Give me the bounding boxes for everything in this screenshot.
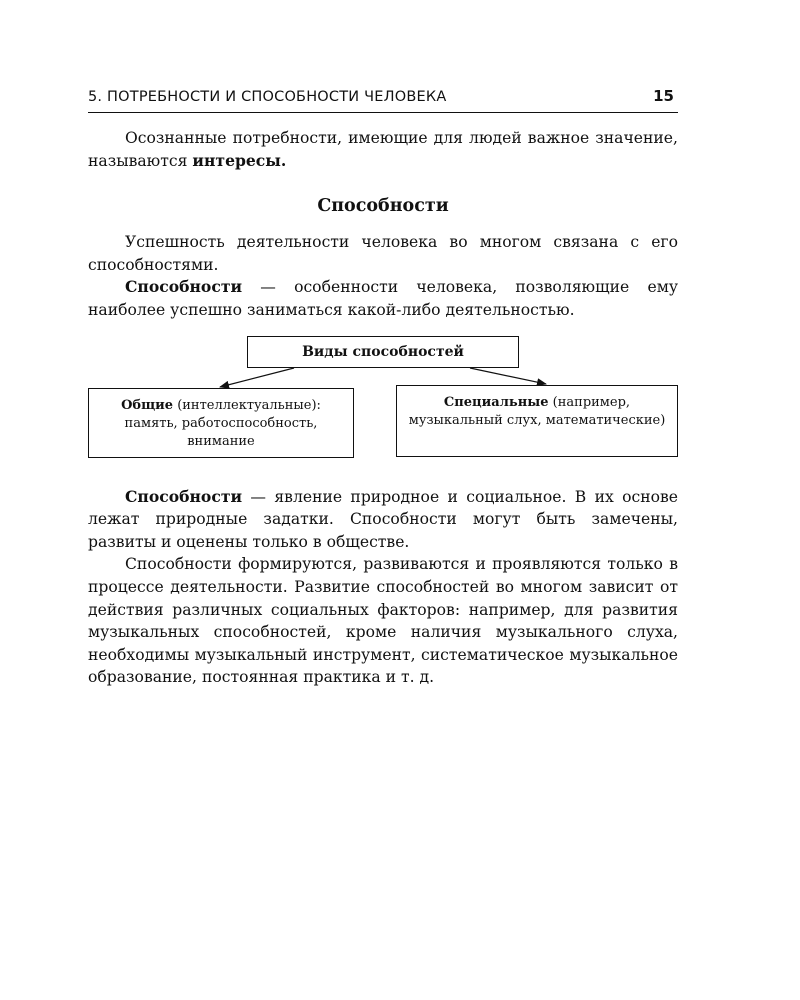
abilities-diagram xyxy=(88,336,678,486)
arrow-left xyxy=(220,368,294,387)
paragraph-text: — особенности человека, позволяющие ему наиболее успешно заниматься какой-либо деятельностью. xyxy=(88,278,678,319)
general-text: (интеллектуальные): память, работоспособность, внимание xyxy=(124,397,321,449)
section-heading: Способности xyxy=(317,196,449,217)
term-abilities: Способности xyxy=(125,277,243,297)
paragraph-development: Способности формируются, развиваются и проявляются только в процессе деятельности. Развитие способностей во многом зависит от действия различных социальных факторов: например, для развития музыкальных способностей, кроме наличия музыкального слуха, необходимы музыкальный инструмент, систематическое музыкальное образование, постоянная практика и т. д. xyxy=(88,555,678,687)
diagram-special-box xyxy=(396,385,678,457)
arrow-right xyxy=(470,368,546,384)
term-abilities: Способности xyxy=(125,486,243,506)
diagram-root-box: Виды способностей xyxy=(247,336,519,368)
term-interests: интересы. xyxy=(192,150,287,170)
paragraph-success: Успешность деятельности человека во многом связана с его способностями. xyxy=(88,233,678,274)
paragraph-interests xyxy=(88,127,678,172)
diagram-general-box xyxy=(88,388,354,458)
running-header xyxy=(88,86,678,113)
special-text: (например, музыкальный слух, математические) xyxy=(408,394,666,428)
general-label: Общие xyxy=(121,397,174,413)
paragraph-nature xyxy=(88,486,678,554)
chapter-title: 5. ПОТРЕБНОСТИ И СПОСОБНОСТИ ЧЕЛОВЕКА xyxy=(88,89,447,105)
paragraph-text: Осознанные потребности, имеющие для людей важное значение, называются xyxy=(88,129,678,170)
paragraph-definition xyxy=(88,276,678,321)
book-page xyxy=(88,86,678,689)
page-number: 15 xyxy=(653,87,674,105)
special-label: Специальные xyxy=(443,394,549,410)
paragraph-text: — явление природное и социальное. В их основе лежат природные задатки. Способности могут быть замечены, развиты и оценены только в обществе. xyxy=(88,487,678,551)
